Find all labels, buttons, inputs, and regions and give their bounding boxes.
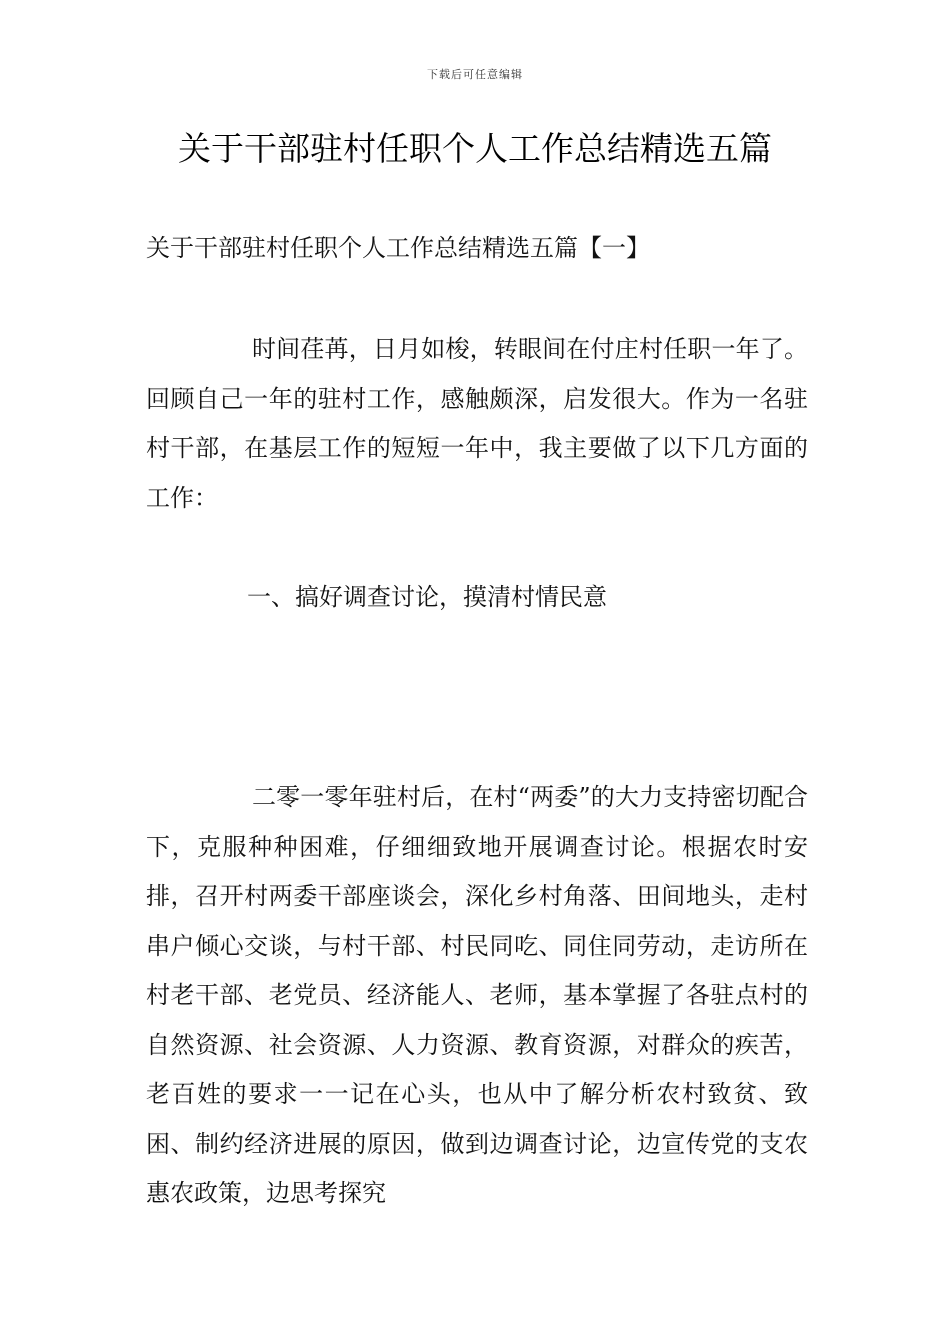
document-title: 关于干部驻村任职个人工作总结精选五篇 bbox=[178, 129, 772, 168]
header-note: 下载后可任意编辑 bbox=[427, 68, 523, 81]
section-heading-1: 一、搞好调查讨论，摸清村情民意 bbox=[247, 583, 607, 611]
paragraph-section-1: 二零一零年驻村后，在村“两委”的大力支持密切配合下，克服种种困难，仔细细致地开展调查讨论。根据农时安排，召开村两委干部座谈会，深化乡村角落、田间地头，走村串户倾心交谈，与村干部、村民同吃、同住同劳动，走访所在村老干部、老党员、经济能人、老师，基本掌握了各驻点村的自然资源、社会资源、人力资源、教育资源，对群众的疾苦，老百姓的要求一一记在心头，也从中了解分析农村致贫、致困、制约经济进展的原因，做到边调查讨论，边宣传党的支农惠农政策，边思考探究 bbox=[146, 783, 808, 1207]
document-subtitle: 关于干部驻村任职个人工作总结精选五篇【一】 bbox=[146, 234, 650, 262]
paragraph-intro: 时间荏苒，日月如梭，转眼间在付庄村任职一年了。回顾自己一年的驻村工作，感触颇深，启发很大。作为一名驻村干部，在基层工作的短短一年中，我主要做了以下几方面的工作： bbox=[146, 335, 808, 512]
